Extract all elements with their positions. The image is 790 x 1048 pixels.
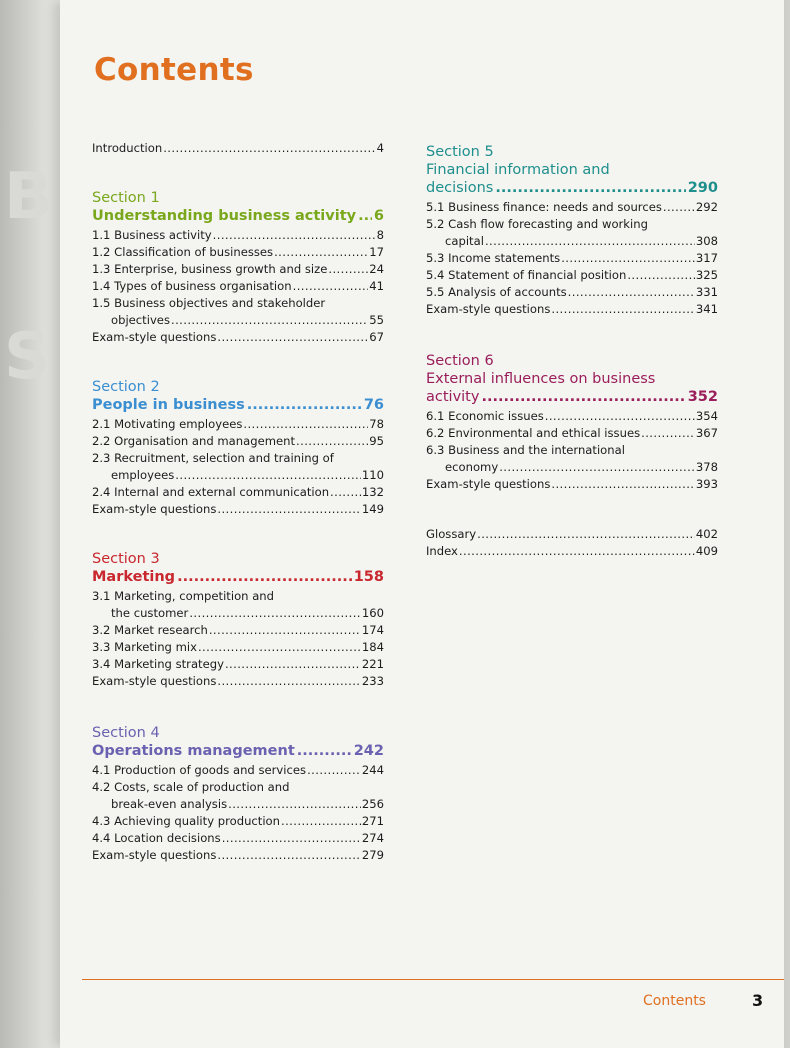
section-title: Understanding business activity [92,208,357,224]
toc-entry-label: Exam-style questions [92,330,217,344]
section-title: activity [426,389,480,405]
toc-page-number: 274 [361,831,384,845]
toc-entry-label: 3.2 Market research [92,623,208,637]
toc-entry[interactable] [92,278,384,295]
toc-entry-label: 3.3 Marketing mix [92,640,197,654]
toc-entry[interactable] [92,639,384,656]
section-title-line: Financial information and [426,162,610,178]
toc-page-number: 271 [361,814,384,828]
toc-entry[interactable] [92,605,384,622]
toc-entry-label: 1.5 Business objectives and stakeholder [92,296,326,310]
toc-page-number: 279 [361,848,384,862]
toc-entry-label: 5.4 Statement of financial position [426,268,627,282]
toc-entry[interactable] [92,847,384,864]
toc-entry-label: 1.2 Classification of businesses [92,245,274,259]
leader-dots [459,543,695,560]
toc-entry-continuation: capital [445,234,484,248]
toc-entry-label: 5.5 Analysis of accounts [426,285,567,299]
toc-page-number: 221 [361,657,384,671]
toc-entry[interactable] [426,408,718,425]
toc-entry[interactable] [92,244,384,261]
section-title: Operations management [92,743,295,759]
leader-dots [307,762,361,779]
toc-entry[interactable] [92,656,384,673]
toc-entry-label: Exam-style questions [426,477,551,491]
contents-column-left [92,140,384,864]
leader-dots [641,425,695,442]
toc-entry[interactable] [92,467,384,484]
toc-entry[interactable] [92,501,384,518]
toc-page-number: 393 [695,477,718,491]
toc-entry[interactable] [92,762,384,779]
toc-entry-label: 5.2 Cash flow forecasting and working [426,217,648,231]
toc-page-number: 341 [695,302,718,316]
toc-entry[interactable] [426,425,718,442]
leader-dots [177,568,352,586]
toc-entry[interactable] [92,484,384,501]
footer-rule [82,979,784,980]
leader-dots [217,847,360,864]
cover-show-through-2: S [4,320,51,394]
toc-page-number: 132 [361,485,384,499]
leader-dots [243,416,368,433]
toc-entry[interactable] [92,622,384,639]
section-heading[interactable] [426,388,718,406]
section-6 [426,352,718,493]
toc-entry[interactable] [426,459,718,476]
toc-entry-label: 3.4 Marketing strategy [92,657,224,671]
leader-dots [551,301,694,318]
section-page-number: 6 [373,208,384,224]
section-heading[interactable] [92,568,384,586]
section-heading[interactable] [92,742,384,760]
toc-entry-label: 1.4 Types of business organisation [92,279,292,293]
section-label: Section 1 [92,190,160,206]
leader-dots [189,605,361,622]
leader-dots [217,501,360,518]
toc-page-number: 378 [695,460,718,474]
section-label: Section 3 [92,551,160,567]
toc-entry[interactable] [426,250,718,267]
toc-entry-label: 1.3 Enterprise, business growth and size [92,262,328,276]
toc-entry-label: 4.4 Location decisions [92,831,221,845]
leader-dots [217,329,368,346]
toc-entry-introduction[interactable] [92,140,384,157]
toc-page-number: 55 [369,313,384,327]
toc-entry-continuation: the customer [111,606,189,620]
toc-entry[interactable] [426,301,718,318]
section-1 [92,189,384,346]
toc-entry-continuation: break-even analysis [111,797,228,811]
section-page-number: 242 [353,743,384,759]
toc-entry[interactable] [92,312,384,329]
section-label: Section 4 [92,725,160,741]
toc-entry[interactable] [92,673,384,690]
toc-entry[interactable] [92,261,384,278]
leader-dots [163,140,375,157]
toc-entry[interactable] [92,830,384,847]
toc-page-number: 174 [361,623,384,637]
leader-dots [222,830,361,847]
toc-entry-label: Exam-style questions [92,848,217,862]
leader-dots [225,656,361,673]
toc-entry[interactable] [92,813,384,830]
leader-dots [330,484,361,501]
back-matter [426,526,718,560]
toc-page-number: 17 [369,245,384,259]
leader-dots [228,796,361,813]
toc-entry-label: 4.1 Production of goods and services [92,763,307,777]
toc-entry-label: Exam-style questions [92,674,217,688]
toc-page-number: 409 [695,544,718,558]
section-page-number: 290 [687,180,718,196]
section-title-line: External influences on business [426,371,656,387]
section-page-number: 76 [363,397,384,413]
toc-entry[interactable] [92,329,384,346]
leader-dots [481,388,685,406]
cover-show-through: B [4,160,53,234]
toc-page-number: 244 [361,763,384,777]
toc-page-number: 24 [369,262,384,276]
toc-entry-label: 5.1 Business finance: needs and sources [426,200,662,214]
toc-entry-label: 3.1 Marketing, competition and [92,589,275,603]
section-4 [92,724,384,864]
toc-entry[interactable] [426,284,718,301]
leader-dots [627,267,695,284]
leader-dots [293,278,369,295]
toc-entry[interactable] [426,199,718,216]
toc-page-number: 95 [369,434,384,448]
leader-dots [545,408,695,425]
toc-entry-label: Exam-style questions [92,502,217,516]
toc-page-number: 184 [361,640,384,654]
leader-dots [551,476,694,493]
leader-dots [495,179,685,197]
toc-page-number: 67 [369,330,384,344]
toc-page-number: 256 [361,797,384,811]
toc-entry-label: Glossary [426,527,477,541]
toc-entry[interactable] [426,233,718,250]
toc-entry[interactable] [426,267,718,284]
toc-entry-label: 1.1 Business activity [92,228,212,242]
toc-entry-label: 6.1 Economic issues [426,409,544,423]
section-title: Marketing [92,569,176,585]
toc-entry-label: 2.4 Internal and external communication [92,485,330,499]
toc-page-number: 317 [695,251,718,265]
toc-page-number: 331 [695,285,718,299]
toc-entry-label: Exam-style questions [426,302,551,316]
section-page-number: 158 [353,569,384,585]
toc-page-number: 8 [376,228,384,242]
toc-entry[interactable] [92,227,384,244]
leader-dots [213,227,376,244]
toc-entry-label: Introduction [92,141,163,155]
toc-entry-continuation: employees [111,468,175,482]
toc-page-number: 402 [695,527,718,541]
leader-dots [499,459,695,476]
leader-dots [175,467,361,484]
toc-entry[interactable] [426,476,718,493]
toc-entry-continuation: economy [445,460,499,474]
toc-page-number: 325 [695,268,718,282]
page-title: Contents [94,52,254,88]
section-2 [92,378,384,518]
section-heading[interactable] [92,396,384,414]
section-label: Section 5 [426,144,494,160]
section-title: People in business [92,397,245,413]
toc-page-number: 78 [369,417,384,431]
toc-entry[interactable] [92,433,384,450]
footer-running-title: Contents [643,993,706,1009]
toc-entry-label: 5.3 Income statements [426,251,561,265]
toc-entry-continuation: objectives [111,313,170,327]
leader-dots [217,673,360,690]
leader-dots [568,284,695,301]
toc-entry-label: Index [426,544,458,558]
toc-page-number: 149 [361,502,384,516]
toc-page-number: 160 [361,606,384,620]
contents-column-right [426,143,718,560]
toc-entry-label: 4.2 Costs, scale of production and [92,780,290,794]
toc-entry-label: 6.3 Business and the international [426,443,625,457]
leader-dots [171,312,368,329]
toc-entry-label: 2.3 Recruitment, selection and training of [92,451,334,465]
toc-page-number: 110 [361,468,384,482]
section-page-number: 352 [687,389,718,405]
toc-page-number: 308 [695,234,718,248]
leader-dots [198,639,361,656]
toc-entry-label: 6.2 Environmental and ethical issues [426,426,641,440]
section-heading[interactable] [92,207,384,225]
section-label: Section 6 [426,353,494,369]
leader-dots [485,233,695,250]
section-5 [426,143,718,318]
toc-page-number: 233 [361,674,384,688]
section-3 [92,550,384,690]
leader-dots [296,433,368,450]
leader-dots [297,742,352,760]
footer-page-number: 3 [752,991,764,1010]
leader-dots [247,396,362,414]
toc-page-number: 367 [695,426,718,440]
toc-entry[interactable] [92,416,384,433]
book-spine [0,0,60,1048]
toc-page-number: 354 [695,409,718,423]
toc-entry[interactable] [92,796,384,813]
section-label: Section 2 [92,379,160,395]
leader-dots [328,261,368,278]
toc-entry-label: 2.1 Motivating employees [92,417,243,431]
leader-dots [358,207,372,225]
leader-dots [281,813,361,830]
toc-page-number: 4 [376,141,384,155]
leader-dots [561,250,695,267]
toc-entry-label: 4.3 Achieving quality production [92,814,281,828]
toc-entry-index[interactable] [426,543,718,560]
toc-page-number: 292 [695,200,718,214]
toc-entry-glossary[interactable] [426,526,718,543]
leader-dots [663,199,695,216]
leader-dots [477,526,695,543]
leader-dots [209,622,361,639]
section-title: decisions [426,180,494,196]
toc-page-number: 41 [369,279,384,293]
section-heading[interactable] [426,179,718,197]
leader-dots [274,244,368,261]
toc-entry-label: 2.2 Organisation and management [92,434,296,448]
